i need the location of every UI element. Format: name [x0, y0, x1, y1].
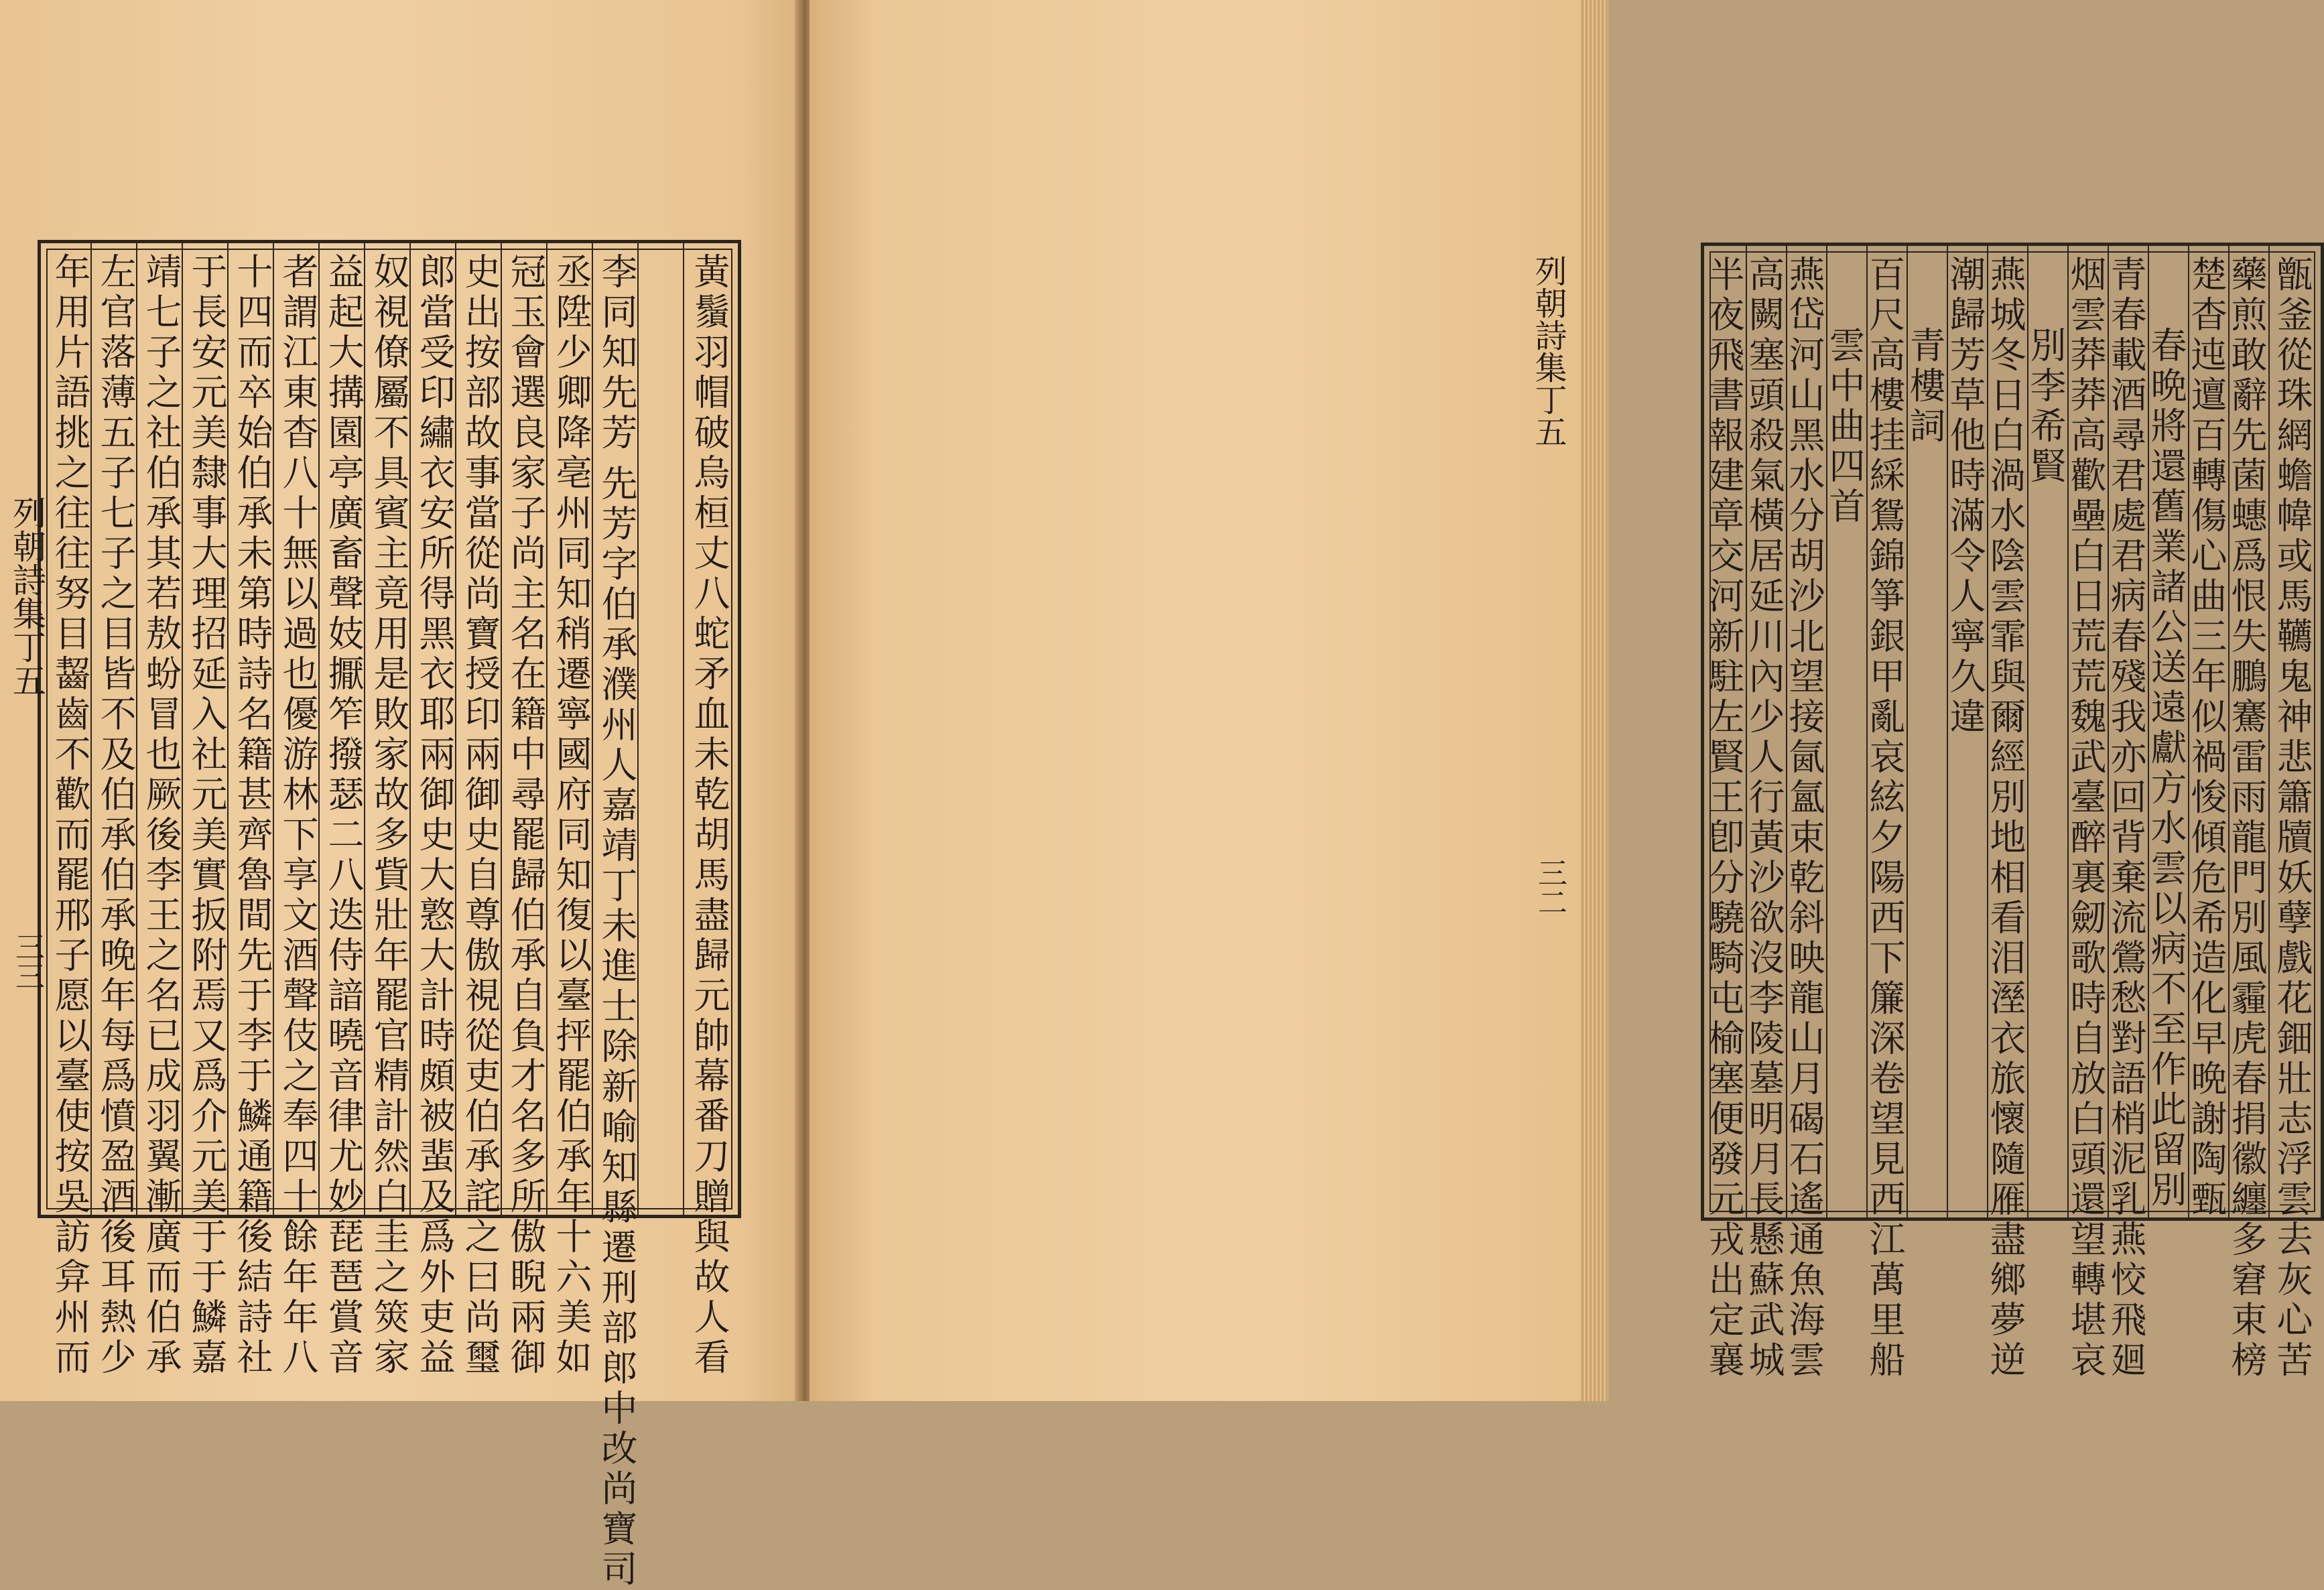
- text-column: 青樓詞: [1904, 326, 1946, 447]
- text-column: 藥煎敢辭先菌蟪爲恨失鵬騫雷雨龍門別風霾虎春捐徽纏多窘束榜: [2225, 255, 2268, 1381]
- text-column: 十四而卒始伯承未第時詩名籍甚齊魯間先于李于鱗通籍後結詩社: [231, 253, 273, 1378]
- right-text-frame: [1701, 243, 2324, 1381]
- text-column: 別李希賢: [2024, 326, 2067, 487]
- text-column: 年用片語挑之往往努目齧齒不歡而罷邢子愿以臺使按吳訪弇州而: [49, 253, 91, 1378]
- left-leaf: [0, 0, 803, 1590]
- text-column: 奴視僚屬不具賓主竟用是敗家故多貲壯年罷官精計然白圭之筴家: [368, 253, 410, 1378]
- text-column: 丞陞少卿降亳州同知稍遷寧國府同知復以臺抨罷伯承年十六美如: [550, 253, 592, 1378]
- left-text-frame: [38, 240, 741, 1590]
- text-column: 楚杳迍邅百轉傷心曲三年似禍悛傾危希造化早晩謝陶甄: [2185, 255, 2228, 1220]
- text-column: 烟雲莽莽高歡壘白日荒荒魏武臺醉裏劒歌時自放白頭還望轉堪哀: [2065, 255, 2107, 1381]
- text-column: 甑釜從珠網蟾幃或馬韉鬼神悲簫牘妖孽戲花鈿壯志浮雲去灰心苦: [2271, 255, 2313, 1381]
- text-column: 史出按部故事當從尚寶授印兩御史自尊傲視從吏伯承詫之曰尚璽: [459, 253, 501, 1378]
- text-column: 黃鬚羽帽破烏桓丈八蛇矛血未乾胡馬盡歸元帥幕番刀贈與故人看: [688, 253, 730, 1378]
- text-column: 燕岱河山黑水分胡沙北望接氤氳束乾斜映龍山月碣石遙通魚海雲: [1783, 255, 1825, 1381]
- text-column: 潮歸芳草他時滿令人寧久違: [1944, 255, 1986, 738]
- text-column: 百尺高樓挂綵鴛錦箏銀甲亂哀絃夕陽西下簾深卷望見西江萬里船: [1864, 255, 1906, 1381]
- text-column: 李同知先芳: [596, 253, 638, 454]
- right-folio: 三二: [1533, 858, 1567, 917]
- text-column: 青春載酒尋君處君病春殘我亦回背棄流鶯愁對語梢泥乳燕恔飛廻: [2105, 255, 2147, 1381]
- right-leaf: [810, 0, 2313, 1401]
- text-column: 靖七子之社伯承其若敖蚡冒也厥後李王之名已成羽翼漸廣而伯承: [140, 253, 182, 1378]
- text-column: 半夜飛書報建章交河新駐左賢王卽分驍騎屯榆塞便發元戎出定襄: [1703, 255, 1745, 1381]
- text-column: 郎當受印繡衣安所得黑衣耶兩御史大憝大計時頗被蜚及爲外吏益: [413, 253, 456, 1378]
- text-column: 于長安元美隸事大理招延入社元美實扳附焉又爲介元美于于鱗嘉: [186, 253, 228, 1378]
- left-center-label: 列朝詩集丁五: [7, 496, 46, 697]
- text-column: 高闕塞頭殺氣橫居延川內少人行黃沙欲沒李陵墓明月長懸蘇武城: [1743, 255, 1785, 1381]
- text-column: 者謂江東杳八十無以過也優游林下享文酒聲伎之奉四十餘年年八: [277, 253, 319, 1378]
- text-column: 燕城冬日白渦水陰雲霏與爾經別地相看泪溼衣旅懷隨雁盡鄉夢逆: [1984, 255, 2026, 1381]
- right-center-label: 列朝詩集丁五: [1529, 255, 1567, 448]
- text-column: 雲中曲四首: [1823, 326, 1866, 527]
- page-edges: [1581, 0, 1608, 1401]
- text-column: 春晩將還舊業諸公送遠獻方水雲以病不至作此留別: [2145, 326, 2187, 1211]
- text-column: 先芳字伯承濮州人嘉靖丁未進士除新喻知縣遷刑部郎中改尚寶司: [596, 464, 638, 1590]
- text-column: 益起大搆園亭廣畜聲妓擫笮撥瑟二八迭侍諳曉音律尤妙琵琶賞音: [322, 253, 365, 1378]
- text-column: 冠玉會選良家子尚主名在籍中尋罷歸伯承自負才名多所傲睨兩御: [505, 253, 547, 1378]
- left-folio: 三三: [10, 931, 44, 990]
- text-column: 左官落薄五子七子之目皆不及伯承伯承晚年每爲憤盈酒後耳熱少: [94, 253, 137, 1378]
